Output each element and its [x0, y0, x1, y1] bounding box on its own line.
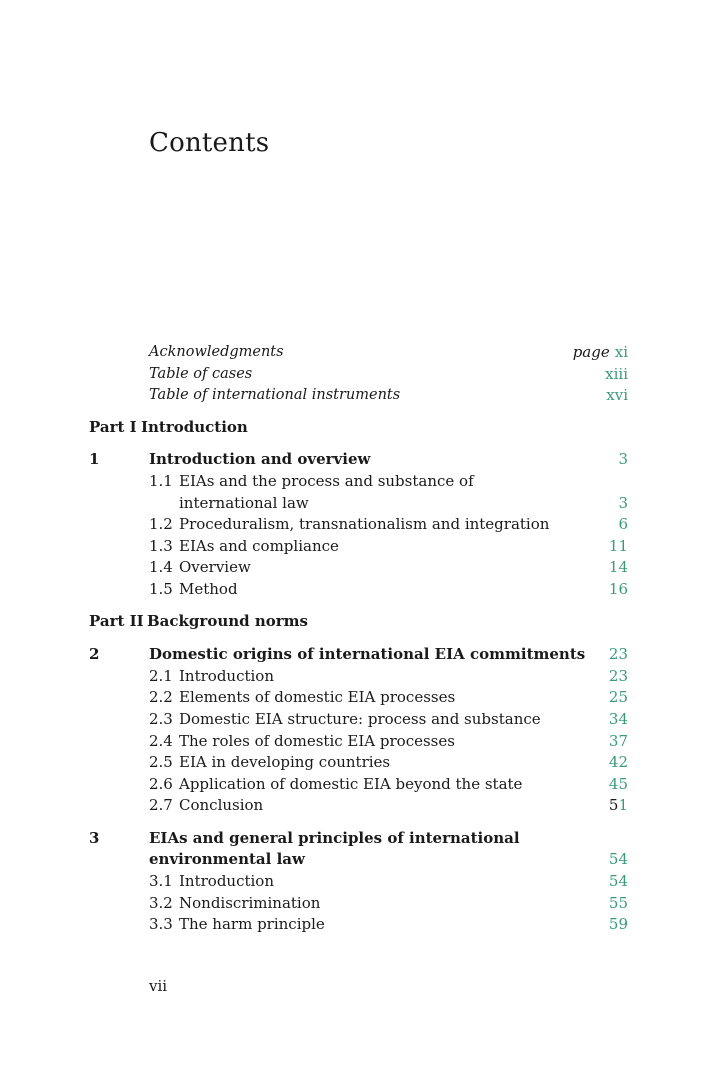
- page-number[interactable]: [609, 795, 628, 817]
- chapter-number: 3: [89, 828, 100, 847]
- chapter-title: EIAs and general principles of international: [149, 828, 520, 847]
- section-number: 1.5: [149, 579, 173, 598]
- page-number[interactable]: 23: [608, 645, 628, 664]
- section-number: 3.3: [149, 915, 173, 934]
- section-title: Conclusion: [179, 796, 264, 815]
- section-number: 3.2: [149, 893, 173, 912]
- section-entry[interactable]: [89, 752, 628, 774]
- chapter-number: 2: [89, 645, 100, 664]
- page-number[interactable]: 11: [608, 536, 628, 555]
- page-number[interactable]: 42: [608, 753, 628, 772]
- section-number: 2.2: [149, 688, 173, 707]
- page-number[interactable]: 54: [608, 850, 628, 869]
- section-title: international law: [179, 493, 309, 512]
- section-entry[interactable]: [89, 514, 628, 536]
- entry-title: Table of international instruments: [149, 387, 401, 404]
- toc-entry-table-of-cases[interactable]: [89, 364, 628, 386]
- part-number: Part I: [89, 417, 137, 436]
- section-title: Domestic EIA structure: process and substance: [179, 709, 541, 728]
- page-number[interactable]: xiii: [605, 364, 628, 383]
- part-number: Part II: [89, 611, 144, 630]
- section-entry[interactable]: [89, 666, 628, 688]
- section-number: 1.1: [149, 471, 173, 490]
- chapter-title: environmental law: [149, 850, 305, 869]
- section-number: 2.4: [149, 731, 173, 750]
- section-number: 1.4: [149, 558, 173, 577]
- section-title: Nondiscrimination: [179, 893, 321, 912]
- section-entry[interactable]: [89, 731, 628, 753]
- page-number[interactable]: 6: [618, 515, 628, 534]
- section-number: 2.6: [149, 774, 173, 793]
- part-heading: [89, 611, 628, 633]
- chapter-entry[interactable]: [89, 644, 628, 666]
- section-entry[interactable]: [89, 471, 628, 493]
- section-entry[interactable]: [89, 774, 628, 796]
- section-entry[interactable]: [89, 795, 628, 817]
- page-number[interactable]: 16: [608, 579, 628, 598]
- page-number[interactable]: 59: [608, 915, 628, 934]
- entry-page[interactable]: [573, 342, 628, 364]
- page-number[interactable]: 14: [608, 558, 628, 577]
- page-number[interactable]: 34: [608, 709, 628, 728]
- section-title: EIA in developing countries: [179, 753, 391, 772]
- part-title: Introduction: [141, 417, 248, 436]
- page-number[interactable]: 3: [618, 493, 628, 512]
- section-title: Method: [179, 579, 238, 598]
- section-title: Overview: [179, 558, 251, 577]
- page-number[interactable]: 54: [608, 872, 628, 891]
- toc-entry-table-of-instruments[interactable]: [89, 385, 628, 407]
- table-of-contents: [89, 342, 628, 936]
- section-entry[interactable]: [89, 871, 628, 893]
- chapter-entry[interactable]: [89, 828, 628, 850]
- entry-title: Table of cases: [149, 365, 253, 382]
- section-number: 1.2: [149, 515, 173, 534]
- section-number: 2.1: [149, 666, 173, 685]
- page-number[interactable]: 45: [608, 774, 628, 793]
- chapter-title: Introduction and overview: [149, 450, 371, 469]
- page-folio: vii: [149, 977, 168, 995]
- section-title: Proceduralism, transnationalism and integration: [179, 515, 550, 534]
- page-number[interactable]: xvi: [606, 386, 628, 405]
- page-title: Contents: [149, 128, 270, 158]
- section-entry-continued[interactable]: [89, 493, 628, 515]
- page-digit: 1: [618, 796, 628, 815]
- section-title: EIAs and compliance: [179, 536, 339, 555]
- page-number[interactable]: 23: [608, 666, 628, 685]
- section-entry[interactable]: [89, 579, 628, 601]
- section-title: Introduction: [179, 666, 274, 685]
- section-entry[interactable]: [89, 557, 628, 579]
- section-number: 1.3: [149, 536, 173, 555]
- section-number: 3.1: [149, 872, 173, 891]
- chapter-number: 1: [89, 450, 100, 469]
- section-title: Elements of domestic EIA processes: [179, 688, 456, 707]
- section-title: The harm principle: [179, 915, 325, 934]
- page-number[interactable]: 37: [608, 731, 628, 750]
- section-number: 2.3: [149, 709, 173, 728]
- section-entry[interactable]: [89, 914, 628, 936]
- section-entry[interactable]: [89, 687, 628, 709]
- page-number[interactable]: 55: [608, 893, 628, 912]
- section-title: Introduction: [179, 872, 274, 891]
- chapter-entry[interactable]: [89, 449, 628, 471]
- chapter-entry-continued[interactable]: [89, 849, 628, 871]
- section-entry[interactable]: [89, 709, 628, 731]
- section-number: 2.5: [149, 753, 173, 772]
- part-heading: [89, 417, 628, 439]
- page-prefix: page: [572, 343, 610, 361]
- section-number: 2.7: [149, 796, 173, 815]
- page-number[interactable]: 25: [608, 688, 628, 707]
- toc-entry-acknowledgments[interactable]: [89, 342, 628, 364]
- section-entry[interactable]: [89, 893, 628, 915]
- entry-title: Acknowledgments: [149, 344, 284, 360]
- part-title: Background norms: [147, 611, 308, 630]
- page-number[interactable]: xi: [614, 343, 628, 361]
- section-title: The roles of domestic EIA processes: [179, 731, 455, 750]
- page-number[interactable]: 3: [618, 450, 628, 469]
- section-entry[interactable]: [89, 536, 628, 558]
- page-digit: 5: [608, 796, 619, 815]
- section-title: Application of domestic EIA beyond the state: [179, 774, 523, 793]
- section-title: EIAs and the process and substance of: [179, 471, 474, 490]
- chapter-title: Domestic origins of international EIA commitments: [149, 645, 586, 664]
